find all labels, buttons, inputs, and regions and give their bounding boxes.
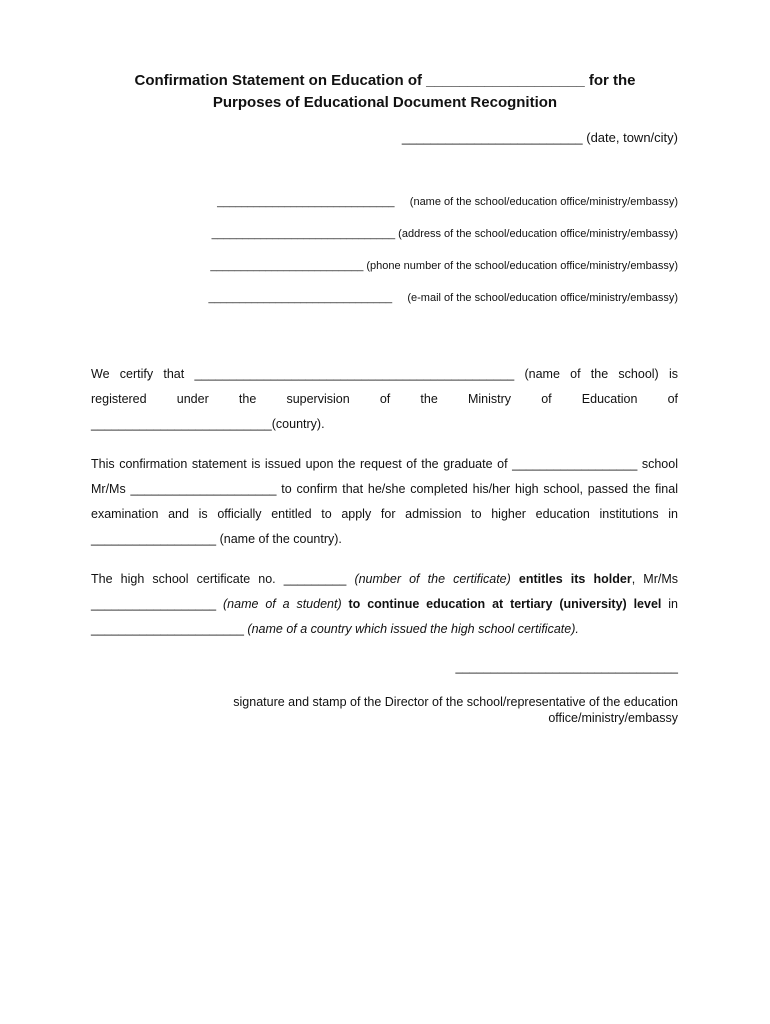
certificate-text-1: The high school certificate no. _________: [91, 572, 355, 586]
certification-line-2: registered under the supervision of the Ministry of Education of: [91, 392, 678, 406]
school-details-block: [138, 194, 678, 322]
school-phone-field[interactable]: _________________________ (phone number of the school/education office/ministry/embassy): [210, 260, 678, 272]
signature-caption: [178, 694, 678, 726]
document-title: [90, 70, 680, 114]
title-line-1: Confirmation Statement on Education of ___________________ for the: [134, 72, 636, 89]
school-address-field[interactable]: ______________________________ (address of the school/education office/ministry/embassy): [211, 228, 678, 240]
issuing-country-hint: (name of a country which issued the high school certificate).: [247, 622, 579, 636]
school-email-field[interactable]: ______________________________ (e-mail of the school/education office/ministry/embassy): [208, 292, 678, 304]
school-name-field[interactable]: _____________________________ (name of the school/education office/ministry/embassy): [217, 196, 678, 208]
certification-paragraph: [91, 362, 678, 437]
certificate-number-hint: (number of the certificate): [354, 572, 511, 586]
title-line-2: Purposes of Educational Document Recognition: [212, 94, 558, 111]
certificate-text-3: in ______________________: [91, 597, 678, 636]
certification-line-3: __________________________(country).: [91, 417, 325, 431]
signature-caption-line-2: office/ministry/embassy: [548, 711, 678, 725]
date-town-field[interactable]: _________________________ (date, town/city): [401, 130, 678, 145]
certificate-paragraph: [91, 567, 678, 642]
request-paragraph: This confirmation statement is issued upon the request of the graduate of __________________ school Mr/Ms _____________________ to confirm that he/she completed his/her high school, passed the final examination and is officially entitled to apply for admission to higher education institutions in __________________ (name of the country).: [91, 457, 678, 546]
certification-line-1: We certify that ______________________________________________ (name of the school) is: [91, 367, 678, 381]
continue-education-text: to continue education at tertiary (university) level: [341, 597, 662, 611]
signature-line[interactable]: ________________________________: [455, 660, 678, 674]
certificate-text-2: , Mr/Ms __________________: [91, 572, 679, 611]
student-name-hint: (name of a student): [223, 597, 342, 611]
entitles-holder-text: entitles its holder: [510, 572, 632, 586]
signature-caption-line-1: signature and stamp of the Director of the school/representative of the education: [233, 695, 678, 709]
